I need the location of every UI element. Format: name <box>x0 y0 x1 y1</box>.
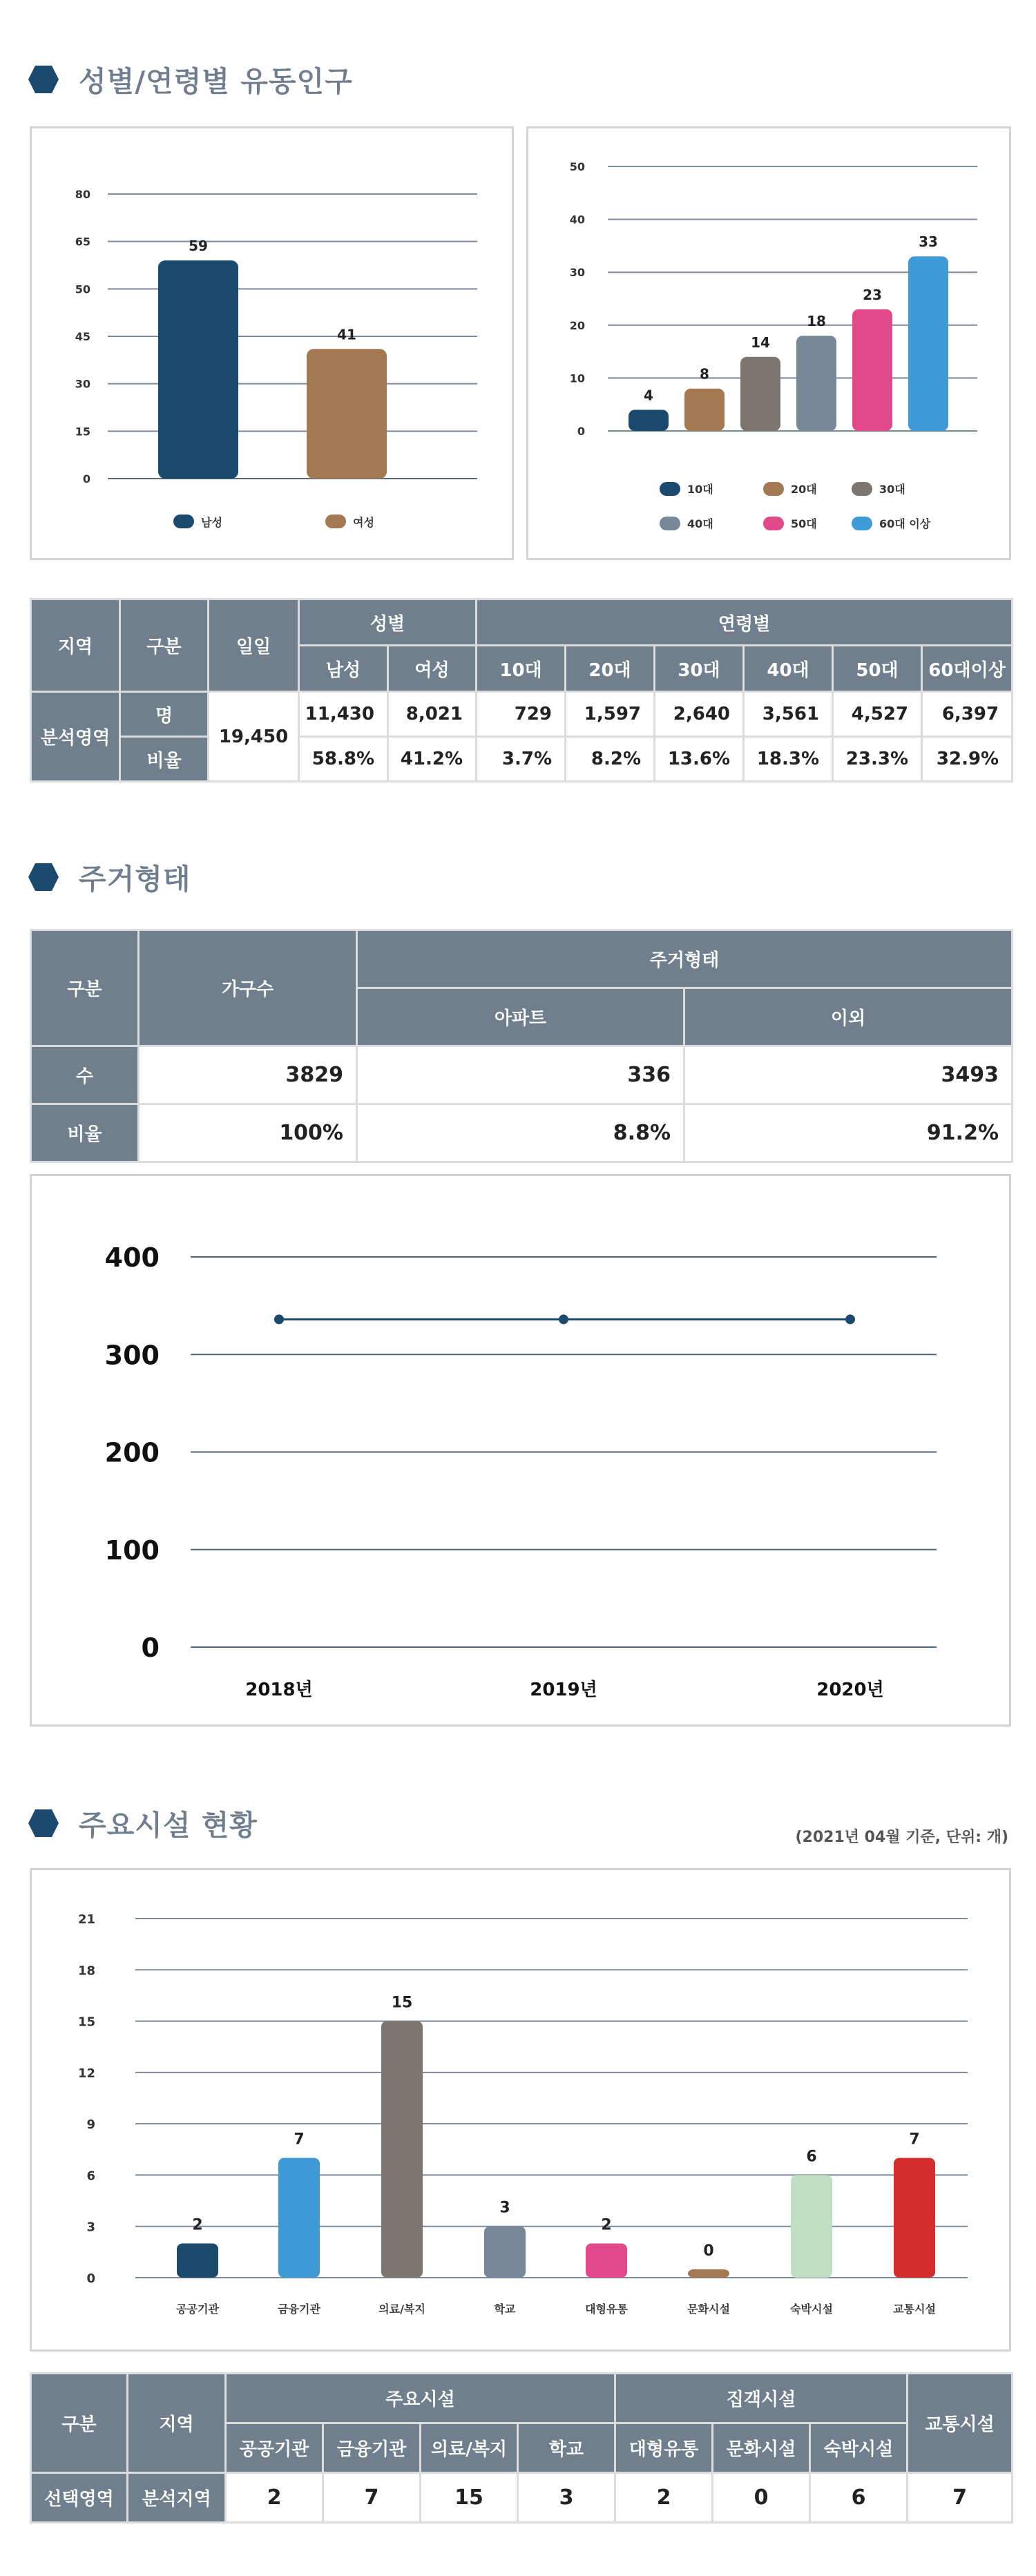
y-tick-label: 0 <box>82 472 90 486</box>
subheader: 여성 <box>388 646 477 692</box>
data-label: 41 <box>337 326 356 343</box>
hexagon-icon <box>28 863 59 892</box>
y-tick-label: 45 <box>75 330 90 343</box>
legend-label: 40대 <box>687 517 713 530</box>
y-tick-label: 30 <box>75 377 90 391</box>
section-title-housing <box>28 856 191 897</box>
bar <box>278 2158 320 2278</box>
header-region: 지역 <box>31 599 120 692</box>
y-tick-label: 80 <box>75 188 90 201</box>
header-age: 연령별 <box>477 599 1013 646</box>
y-tick-label: 30 <box>569 266 585 280</box>
table-cell: 3,561 <box>744 692 833 737</box>
table-cell: 3.7% <box>477 737 566 782</box>
legend-label: 10대 <box>687 483 713 496</box>
y-tick-label: 21 <box>77 1912 95 1927</box>
bar <box>484 2227 526 2278</box>
table-cell: 3493 <box>684 1046 1013 1104</box>
header-traffic: 교통시설 <box>908 2374 1013 2473</box>
housing-table <box>30 929 1013 1163</box>
header-gathering-facilities: 집객시설 <box>615 2374 908 2423</box>
subheader: 문화시설 <box>713 2423 810 2473</box>
y-tick-label: 50 <box>569 160 585 173</box>
y-tick-label: 0 <box>141 1633 160 1663</box>
facilities-note: (2021년 04월 기준, 단위: 개) <box>795 1829 1008 1846</box>
y-tick-label: 200 <box>104 1437 160 1468</box>
subheader: 남성 <box>299 646 388 692</box>
data-label: 59 <box>189 238 208 255</box>
subheader: 숙박시설 <box>810 2423 908 2473</box>
data-label: 2 <box>192 2216 203 2234</box>
subheader: 40대 <box>744 646 833 692</box>
subheader: 60대이상 <box>922 646 1013 692</box>
y-tick-label: 0 <box>577 425 585 438</box>
y-tick-label: 50 <box>75 282 90 296</box>
subheader-other: 이외 <box>684 988 1013 1046</box>
population-table <box>30 598 1013 782</box>
hexagon-icon <box>28 65 59 94</box>
data-label: 4 <box>644 387 653 404</box>
subheader: 20대 <box>566 646 655 692</box>
legend-label: 50대 <box>791 517 817 530</box>
y-tick-label: 3 <box>86 2220 95 2235</box>
y-tick-label: 100 <box>104 1535 160 1566</box>
bar <box>908 256 948 431</box>
legend-swatch <box>852 482 872 496</box>
legend-label: 20대 <box>791 483 817 496</box>
subheader: 의료/복지 <box>421 2423 518 2473</box>
data-label: 7 <box>909 2131 920 2149</box>
y-tick-label: 0 <box>86 2271 95 2286</box>
header-gender: 성별 <box>299 599 477 646</box>
table-cell: 6,397 <box>922 692 1013 737</box>
section-title-text: 주요시설 현황 <box>79 1809 258 1842</box>
subheader-apartment: 아파트 <box>357 988 684 1046</box>
subheader: 공공기관 <box>226 2423 323 2473</box>
row-label-count: 명 <box>120 692 209 737</box>
bar <box>740 357 780 431</box>
table-cell: 2,640 <box>655 692 744 737</box>
data-label: 14 <box>751 334 770 351</box>
x-tick-label: 2019년 <box>530 1680 597 1700</box>
table-cell: 41.2% <box>388 737 477 782</box>
table-cell: 729 <box>477 692 566 737</box>
bar <box>158 260 238 479</box>
table-cell: 8,021 <box>388 692 477 737</box>
table-cell: 32.9% <box>922 737 1013 782</box>
legend-label: 60대 이상 <box>879 517 931 530</box>
data-label: 23 <box>863 286 882 303</box>
table-cell: 7 <box>323 2473 421 2523</box>
table-cell: 100% <box>139 1104 357 1162</box>
facilities-table <box>30 2372 1013 2524</box>
apartment-line-chart <box>32 1176 1009 1724</box>
legend-swatch <box>325 515 346 528</box>
row-label-count: 수 <box>31 1046 139 1104</box>
table-cell: 15 <box>421 2473 518 2523</box>
y-tick-label: 20 <box>569 318 585 332</box>
table-cell: 2 <box>226 2473 323 2523</box>
row-region: 분석영역 <box>31 692 120 782</box>
table-cell: 7 <box>908 2473 1013 2523</box>
table-cell: 6 <box>810 2473 908 2523</box>
table-cell: 4,527 <box>833 692 922 737</box>
data-label: 18 <box>807 313 826 330</box>
facilities-chart-panel <box>30 1868 1011 2352</box>
bar <box>791 2175 832 2278</box>
row-division: 선택영역 <box>31 2473 128 2523</box>
x-tick-label: 2020년 <box>816 1680 884 1700</box>
y-tick-label: 9 <box>86 2117 95 2133</box>
legend-swatch <box>660 517 680 530</box>
daily-value: 19,450 <box>209 692 299 782</box>
data-label: 2 <box>601 2216 612 2234</box>
y-tick-label: 10 <box>569 372 585 385</box>
header-region: 지역 <box>128 2374 226 2473</box>
x-tick-label: 공공기관 <box>176 2303 219 2316</box>
table-cell: 23.3% <box>833 737 922 782</box>
header-households: 가구수 <box>139 930 357 1046</box>
legend-swatch <box>763 482 784 496</box>
table-cell: 336 <box>357 1046 684 1104</box>
table-cell: 0 <box>713 2473 810 2523</box>
data-label: 15 <box>391 1994 413 2012</box>
gender-bar-chart <box>32 128 512 558</box>
y-tick-label: 300 <box>104 1340 160 1371</box>
header-main-facilities: 주요시설 <box>226 2374 615 2423</box>
legend-swatch <box>763 517 784 530</box>
x-tick-label: 의료/복지 <box>378 2303 425 2316</box>
x-tick-label: 학교 <box>494 2303 516 2316</box>
table-cell: 11,430 <box>299 692 388 737</box>
subheader: 50대 <box>833 646 922 692</box>
header-division: 구분 <box>31 2374 128 2473</box>
data-label: 6 <box>806 2148 817 2166</box>
section-title-facilities <box>28 1803 258 1843</box>
table-cell: 91.2% <box>684 1104 1013 1162</box>
y-tick-label: 12 <box>77 2066 95 2081</box>
table-cell: 8.2% <box>566 737 655 782</box>
subheader: 학교 <box>518 2423 615 2473</box>
data-point <box>559 1314 568 1324</box>
x-tick-label: 숙박시설 <box>790 2303 833 2316</box>
row-label-ratio: 비율 <box>31 1104 139 1162</box>
header-daily: 일일 <box>209 599 299 692</box>
bar <box>629 410 669 431</box>
hexagon-icon <box>28 1809 59 1838</box>
x-tick-label: 문화시설 <box>687 2303 730 2316</box>
legend-label: 여성 <box>353 516 374 529</box>
x-tick-label: 대형유통 <box>585 2303 628 2316</box>
subheader: 대형유통 <box>615 2423 713 2473</box>
age-bar-chart <box>528 128 1009 558</box>
legend-swatch <box>660 482 680 496</box>
y-tick-label: 40 <box>569 213 585 227</box>
section-title-text: 성별/연령별 유동인구 <box>79 65 353 98</box>
section-title-population <box>28 59 353 99</box>
age-chart-panel <box>526 126 1011 560</box>
table-cell: 18.3% <box>744 737 833 782</box>
y-tick-label: 15 <box>75 425 90 439</box>
data-label: 3 <box>499 2199 510 2217</box>
y-tick-label: 18 <box>77 1963 95 1979</box>
table-cell: 13.6% <box>655 737 744 782</box>
subheader: 10대 <box>477 646 566 692</box>
subheader: 금융기관 <box>323 2423 421 2473</box>
y-tick-label: 400 <box>104 1242 160 1273</box>
legend-swatch <box>173 515 194 528</box>
table-cell: 2 <box>615 2473 713 2523</box>
table-cell: 8.8% <box>357 1104 684 1162</box>
bar <box>177 2243 218 2278</box>
data-label: 7 <box>294 2131 305 2149</box>
y-tick-label: 65 <box>75 235 90 249</box>
facilities-bar-chart <box>32 1870 1009 2349</box>
legend-swatch <box>852 517 872 530</box>
row-region: 분석지역 <box>128 2473 226 2523</box>
header-housing-type: 주거형태 <box>357 930 1013 988</box>
gender-chart-panel <box>30 126 514 560</box>
x-tick-label: 2018년 <box>245 1680 313 1700</box>
bar <box>684 389 725 431</box>
data-point <box>274 1314 284 1324</box>
table-cell: 1,597 <box>566 692 655 737</box>
legend-label: 30대 <box>879 483 905 496</box>
bar <box>852 309 892 431</box>
section-title-text: 주거형태 <box>79 863 191 896</box>
housing-line-chart-panel <box>30 1174 1011 1727</box>
legend-label: 남성 <box>201 516 222 529</box>
row-label-ratio: 비율 <box>120 737 209 782</box>
header-division: 구분 <box>31 930 139 1046</box>
bar <box>688 2269 729 2278</box>
y-tick-label: 15 <box>77 2015 95 2030</box>
header-division: 구분 <box>120 599 209 692</box>
table-cell: 58.8% <box>299 737 388 782</box>
bar <box>796 336 836 431</box>
data-label: 33 <box>919 233 938 251</box>
table-cell: 3 <box>518 2473 615 2523</box>
bar <box>894 2158 935 2278</box>
data-label: 8 <box>700 365 709 383</box>
subheader: 30대 <box>655 646 744 692</box>
x-tick-label: 금융기관 <box>278 2303 320 2316</box>
y-tick-label: 6 <box>86 2169 95 2184</box>
x-tick-label: 교통시설 <box>893 2303 936 2316</box>
bar <box>307 349 387 479</box>
bar <box>586 2243 627 2278</box>
table-cell: 3829 <box>139 1046 357 1104</box>
data-label: 0 <box>703 2242 714 2260</box>
data-point <box>845 1314 855 1324</box>
bar <box>381 2021 423 2278</box>
